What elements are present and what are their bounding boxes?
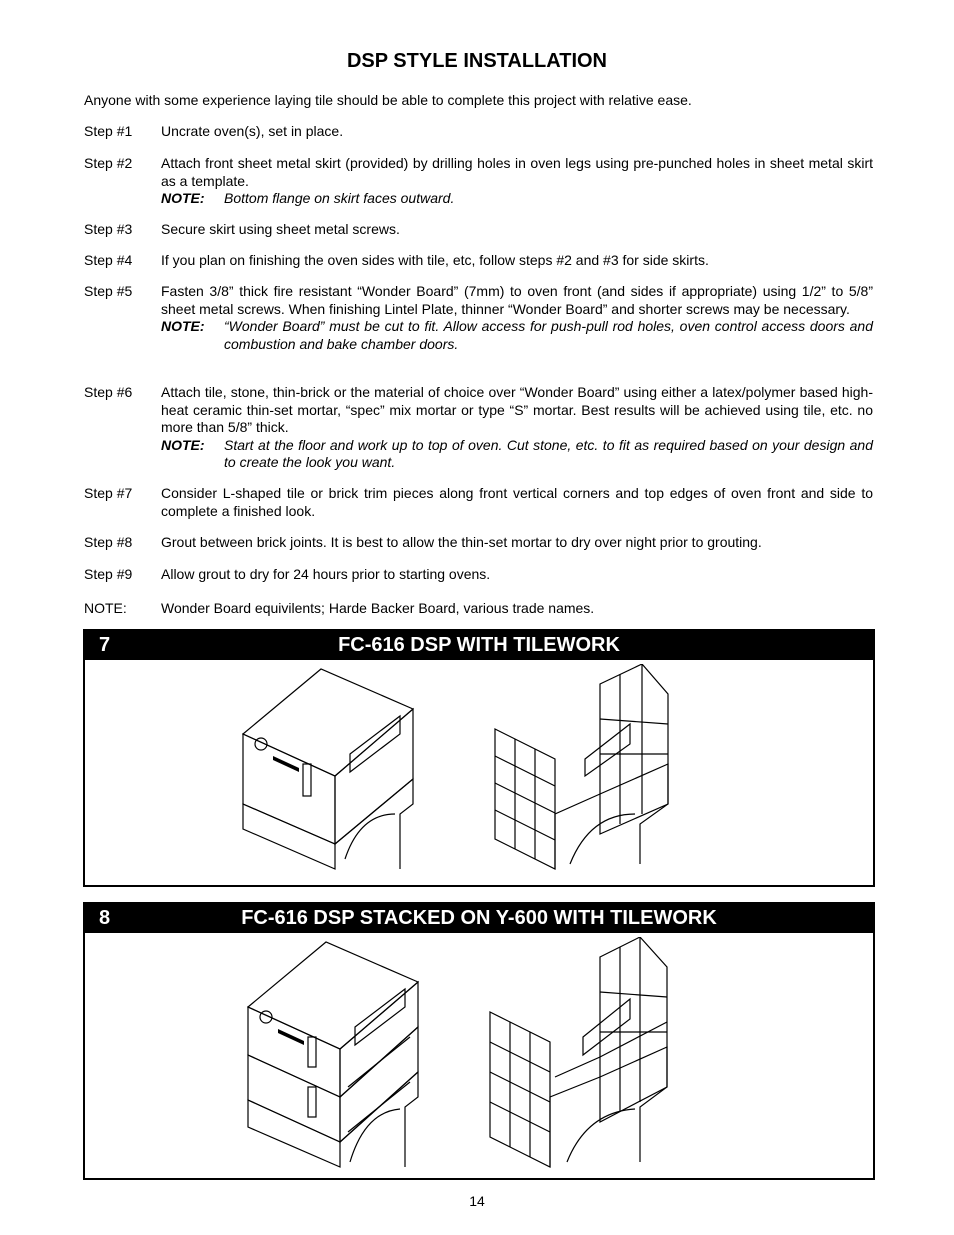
step-label: Step #6 [84,384,133,400]
note-label: NOTE: [161,190,205,206]
step-text: Attach tile, stone, thin-brick or the material of choice over “Wonder Board” using either a latex/polymer based high-heat ceramic thin-set mortar, “spec” mix mortar or type “S” mortar. Best results will be achieved using tile, etc. no more than 5/8” thick. [161,384,873,435]
step-text: If you plan on finishing the oven sides with tile, etc, follow steps #2 and #3 for side skirts. [161,252,709,268]
step-text: Wonder Board equivilents; Harde Backer Board, various trade names. [161,600,595,616]
final-note [84,600,873,618]
figure-7 [83,629,875,887]
page-title: DSP STYLE INSTALLATION [346,50,607,72]
step-note [161,437,873,472]
step-label: Step #7 [84,485,133,501]
figure-header [85,631,873,660]
step-label: Step #4 [84,252,133,268]
step-text: Allow grout to dry for 24 hours prior to starting ovens. [161,566,491,582]
figure-number: 8 [99,907,111,929]
stacked-oven-illustration [240,937,430,1172]
note-text: “Wonder Board” must be cut to fit. Allow access for push-pull rod holes, oven control access doors and combustion and bake chamber doors. [224,318,873,352]
step-1 [84,123,873,141]
step-text: Grout between brick joints. It is best to allow the thin-set mortar to dry over night prior to grouting. [161,534,762,550]
note-text: Start at the floor and work up to top of oven. Cut stone, etc. to fit as required based on your design and to create the look you want. [224,436,873,470]
figure-caption: FC-616 DSP WITH TILEWORK [338,634,620,656]
step-label: Step #5 [84,283,133,299]
step-label: Step #9 [84,566,133,582]
intro-paragraph: Anyone with some experience laying tile should be able to complete this project with relative ease. [84,92,692,108]
step-text: Fasten 3/8” thick fire resistant “Wonder Board” (7mm) to oven front (and sides if appropriate) using 1/2” to 5/8” sheet metal screws. When finishing Lintel Plate, thinner “Wonder Board” and shorter screws may be necessary. [161,283,873,317]
step-2 [84,155,873,208]
figure-caption: FC-616 DSP STACKED ON Y-600 WITH TILEWORK [241,907,717,929]
tiled-oven-illustration [490,664,680,874]
step-label: Step #8 [84,534,133,550]
step-text: Attach front sheet metal skirt (provided) by drilling holes in oven legs using pre-punched holes in sheet metal skirt as a template. [161,155,873,189]
step-text: Uncrate oven(s), set in place. [161,123,344,139]
stacked-tiled-oven-illustration [485,937,680,1172]
note-label: NOTE: [161,318,205,334]
step-5 [84,283,873,353]
step-note [161,190,873,208]
step-4 [84,252,873,270]
figure-number: 7 [99,634,111,656]
step-text: Consider L-shaped tile or brick trim pieces along front vertical corners and top edges of oven front and side to complete a finished look. [161,485,873,519]
step-7 [84,485,873,520]
figure-header [85,904,873,933]
step-label: Step #3 [84,221,133,237]
step-label: NOTE: [84,600,127,616]
step-text: Secure skirt using sheet metal screws. [161,221,400,237]
step-label: Step #1 [84,123,133,139]
step-note [161,318,873,353]
note-text: Bottom flange on skirt faces outward. [224,190,455,206]
note-label: NOTE: [161,436,205,453]
step-8 [84,534,873,552]
step-6 [84,384,873,472]
step-3 [84,221,873,239]
step-label: Step #2 [84,155,133,171]
step-9 [84,566,873,584]
figure-8 [83,902,875,1180]
page-number: 14 [469,1193,485,1209]
oven-illustration [235,664,425,874]
